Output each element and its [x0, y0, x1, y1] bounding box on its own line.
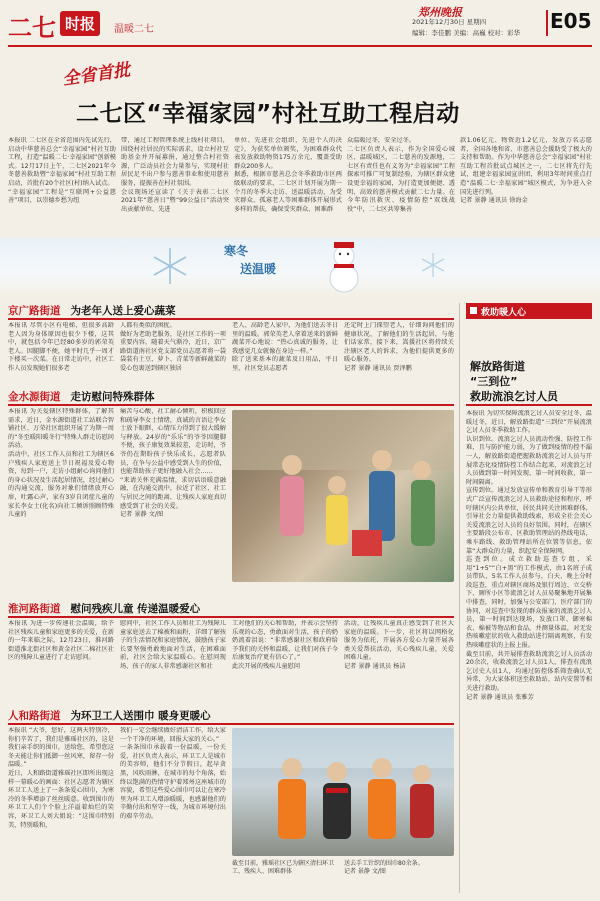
- street-name: 淮河路街道: [8, 603, 61, 615]
- article-title: 慰问残疾儿童 传递温暖爱心: [70, 603, 201, 615]
- article-title: 为环卫工人送围巾 暖身更暖心: [70, 710, 211, 722]
- lead-article-col-3: 单位、先进社会组织、先进个人的决定》，为获奖单位颁奖，为困难群众代表发放救助物资175万余元，覆盖受助群众200多人。 据悉，根据市慈善总会冬季救助市区两级联动的要求，二七区计划开展为期一个月的冬季大走访、送温暖活动，为受灾群众、孤寡老人等困难群体开展形式多样的帮扶，确保受灾群众、困难群: [234, 137, 342, 213]
- lead-article-col-5: 款1.06亿元、物资近1.2亿元，发放万名志愿者，全国各地和省、市慈善总会援助受了极大的支持和帮助。作为中华慈善总会“幸福家园”村社互助工程首批试点城区之一，二七区将先行先试，组建幸福家园宣讲团，利用3年时间重点打造“温暖二七·幸福家园”城区模式，为争进入全国先进行列。 记者 景静 通讯员 徐海金: [460, 137, 592, 205]
- renhe-col-1: 本报讯 “大爷，您好，这两天特别冷，你们辛苦了，我们是雅瑶社区的，这是我们亲手织的围巾，送给您，希望您这冬天能让你们抵御一丝风寒，留存一份温暖。” 近日，人和路街道雅瑶社区即所出现这样一幕暖心的画面：社区志愿者为辖区环卫工人送上了一条条爱心围巾，为寒冷的冬季增添了丝丝暖意。收到围巾的环卫工人们个个脸上洋溢着灿烂的笑容，环卫工人刘大姐说：“这围巾特别美，特别暖和，: [8, 727, 114, 829]
- page-number-rule: [546, 10, 548, 36]
- street-name: 京广路街道: [8, 305, 61, 317]
- section-rule: [8, 404, 454, 406]
- section-title-renhe: [8, 708, 211, 723]
- article-title: 为老年人送上爱心蔬菜: [70, 305, 176, 317]
- section-title-jinshuiyuan: [8, 389, 155, 404]
- jingguang-col-1: 本报讯 尽管小区有电梯，但很多高龄老人因为身体原因也很少下楼，这其中，就包括今年已经80多岁的郭荣英老人。因腿脚不便，她平时几乎一周才下楼买一次菜。在日常走访中，社区工作人员发现她们很多老: [8, 322, 114, 372]
- huaihe-col-2: 慰问中，社区工作人员和社工为残障儿童家庭送去了棉被和面粉，详细了解孩子的生活情况和家庭情况，鼓励孩子家长要坚强勇敢地面对生活，在困难面前，社区会给大家温暖心。在慰问现场，孩子的家人非常感谢社区和社: [120, 620, 226, 670]
- headline-title: 二七区“幸福家园”村社互助工程启动: [76, 101, 460, 127]
- date-line: 2021年12月30日 星期四: [412, 18, 487, 26]
- jinshuiyuan-col-1: 本报讯 为关爱辖区特殊群体，了解其需求，近日，金水源街道社工站联合智铺社区、万荣社区组织开展了为期一周的“冬至暖阳暖冬行”特殊人群走访慰问活动。 活动中，社区工作人员和社工为辖区6户残疾人家庭送上节日祝福及爱心物资，每到一户，走访小组耐心询问他们的身心状况及生活起居情况，经过耐心的沟通交流，服务对象们情绪放开心扉，吐露心声，家有3岁自闭症儿童的家长李女士(化名)向社工倾诉照顾特殊儿童的: [8, 408, 114, 519]
- right-street-name: 解放路街道: [470, 360, 525, 373]
- jingguang-col-4: 还定时上门探望老人，仔细询问他们的健康状况，了解他们的生活起居，与他们话家常，接下来，嵩援社区将持续关注辖区老人的诉求，为他们提供更多的暖心服务。 记者 景静 通讯员 贾泽鹏: [344, 322, 454, 372]
- lead-article-col-2: 带，通过工程管理系统上线村社项目，围绕村社居民的实际需求，设立村社互助基金并开展募捐，通过整合村社资源，广泛动员社会力量参与，实现村社居民足不出户参与慈善事业和使用慈善服务，提振善在村社氛围。 会议现场还宣读了《关于表彰二七区2021年“慈善日”暨“99公益日”活动突出贡献单位、先进: [121, 137, 229, 213]
- right-column-divider: [459, 303, 460, 893]
- right-section-body: 本报讯 为切实保障流浪乞讨人员安全过冬，温暖过冬，近日，解放路街道“三到位”开展流浪乞讨人员冬季救助工作。 认识到位。流浪乞讨人员流动性强、防控工作难，且与防护能力弱，为了做到疫情的控不漏一人，解放路街道把握救助流浪乞讨人员与开展常态化疫情防控工作结合起来，对流浪乞讨人员做到第一时间发现、第一时间收救、第一时间隔离。 宣传到位。通过发放宣传单和教育引导干等形式广泛宣传流浪乞讨人员救助途径和程序，呼吁辖区内公共单位，居民共同关注困难群体，引导社会力量提供救助线索，形成全社会关心关爱流浪乞讨人员的良好氛围。同时，在辖区主要路段公布市、区救助管理站的热线电话，乘车路线、救助管理站所在位置等信息，依靠“大群众的力量，织起安全保障网。 巡查到位。成立救助巡查专组，采用“1+5”“白+黑”的工作模式，由1名班子成员带队，5名工作人员参与，白天、晚上分时段巡查，重点对辖区商场及银行周边、立交桥下、厕所小区等流浪乞讨人员易聚集地开展集中排查，同时，加强与公安部门、医疗部门的协同，对巡查中发现的群众报案的流浪乞讨人员，第一时间到达现场，发放口罩、御寒棉衣、棉被等物品和食品，并测量体温，对无发热咳嗽症状的收入救助站进行隔离观察，有发热咳嗽症状的上报上报。 截至目前，共开展排查救助流浪乞讨人员活动20余次，收救流浪乞讨人员1人，排查有流浪乞讨史人员1人，均通过防控体系筛查确认无异常，为大家体积送至救助站，站内安置等相关进行救助。 记者 景静 通讯员 张雅芳: [466, 410, 592, 701]
- huaihe-col-4: 活动，让残疾儿童真正感受到了社区大家庭的温暖。下一步，社区将以网格化服务为依托，开展各方爱心力量开展各类关爱帮扶活动，关心残疾儿童，关爱困难儿童。 记者 景静 通讯员 杨洁: [344, 620, 454, 670]
- tag-icon: [470, 307, 477, 314]
- banner-line-1: 寒冬: [224, 244, 249, 258]
- renhe-caption: 截至目前，雅瑶社区已为辖区清扫环卫工、残疾人、困难群体: [232, 860, 335, 876]
- jingguang-col-2: 人都有类似的困扰。 做好为老助老服务，是社区工作的一项重要内容，随着天气渐冷，近日，京广路街道南社区党支部党员志愿者将一袋袋装有土豆、萝卜、青菜等新鲜蔬菜的爱心包裹送到辖区独居: [120, 322, 226, 372]
- section-badge: 时报: [60, 11, 100, 36]
- snowman-icon: [322, 240, 366, 294]
- section-title-jingguang: [8, 303, 176, 318]
- jingguang-col-3: 老人、高龄老人家中，为他们送去冬日里的温暖。郭荣英老人拿着送来的新鲜蔬菜开心地说：“热心真诚的服务，让我感觉几女就像在身边一样。” 除了送来基本的蔬菜及日用品，平日里，社区党员志愿者: [232, 322, 338, 372]
- renhe-caption-tail: 送去手工针织的围巾80余条。 记者 景静 文/图: [344, 860, 424, 876]
- banner-line-2: 送温暖: [240, 262, 277, 276]
- headline-kicker: 全省首批: [61, 60, 132, 90]
- section-rule: [8, 616, 454, 618]
- editors-line: 编辑：李佳鹏 美编：高巍 校对：彩华: [412, 29, 521, 37]
- workers-illustration: [232, 728, 454, 856]
- sanitation-workers-photo: [232, 728, 454, 856]
- section-rule: [8, 723, 454, 725]
- section-title-huaihe: [8, 601, 200, 616]
- volunteers-visit-photo: [232, 410, 454, 582]
- tag-label: 救助暖人心: [481, 308, 527, 318]
- masthead: [0, 0, 600, 58]
- winter-banner: [0, 238, 600, 296]
- snowflake-icon: [420, 252, 446, 278]
- article-title: 走访慰问特殊群体: [70, 391, 155, 403]
- jinshuiyuan-col-2: 痛苦与心酸，社工耐心倾听，积极回应和疏导李女士情绪，真诚的言语让李女士放下眼眶，心情压力得到了很大缓解与释放。24岁的“乐乐”的爷爷因腿脚不便，孩子康复效果较差，走访时，爷爷仍在期盼孩子快乐成长，志愿者队员，在争与公益中感受到人生的价值，也能帮助孩子更好地融入社会…… “来请关怀充满温情，求切话语暖意融融，在沟通交流中，拉近了社区、社工与居民之间的距离，让残疾人家庭真切感受到了社会的关爱。 记者 景静 文/图: [120, 408, 226, 519]
- right-title-line-1: “三到位”: [470, 375, 518, 388]
- huaihe-col-1: 本报讯 为进一步传递社会温暖，给予社区残疾儿童和家庭更多的关爱，在新的一年来临之际，12月23日，淮河路街道淮北街社区和黄金社区二棉社区社区的残障儿童进行了走访慰问。: [8, 620, 114, 662]
- section-name: 二七: [8, 14, 56, 42]
- renhe-col-2: 我们一定会继续做好清洁工作，给大家一个干净的环境，回报大家的关心。” 一条条围巾承载着一份温暖，一份关爱，社区负责人表示，环卫工人是城市的美容师，他们不分节假日，起早贪黑，风吹雨淋，在城市的每个角落，始终以饱满的热情守护着郑州这座城市的容貌，希望这些爱心围巾可以让在寒冷里为环卫工人增添暖暖，也感谢他们的辛勤付出和坚守一线，为城市环境付出的艰辛劳动。: [120, 727, 226, 820]
- masthead-rule: [8, 45, 592, 47]
- people-illustration: [232, 410, 454, 582]
- section-rule: [466, 404, 592, 406]
- lead-article-col-4: 众温暖过冬，安全过冬。 二七区负责人表示，作为全国爱心城区、温暖城区，二七慈善的发源地，二七区有责任也有义务为“幸福家园”工程探索可推广可复制经验，为辖区群众建设更幸福的家园，为打造更加便捷、透明、高效的慈善模式贡献二七力量。在今年防汛救灾、疫情防控“双线战役”中，二七区共筹集善: [347, 137, 455, 213]
- street-name: 金水源街道: [8, 391, 61, 403]
- section-rule: [8, 318, 454, 320]
- huaihe-col-3: 工对他们的关心和帮助，并表示会坚持乐观的心态，勇敢面对生活，孩子的奶奶流着泪说：“非常感谢社区和政府给予我们的关怀和温暖，让我们对孩子今后康复治疗更有信心了。” 此次开展的残疾儿童慰问: [232, 620, 338, 670]
- street-name: 人和路街道: [8, 710, 61, 722]
- page-number: E05: [550, 9, 592, 33]
- section-sub: 温暖二七: [114, 24, 154, 35]
- lead-article-col-1: 本报讯 二七区在全省范围内先试先行，启动中华慈善总会“幸福家园”村社互助工程，打造“温暖二七·幸福家园”创新模式。12月17日上午，二七区2021年今冬慈善救助暨“幸福家园”村社互助工程启动，首批有20个社区(村)纳入试点。 “幸福家园”工程是“互联网+公益慈善”项目，以崇德乡愁为纽: [8, 137, 116, 205]
- right-title-line-2: 救助流浪乞讨人员: [470, 390, 558, 403]
- snowflake-icon: [150, 246, 190, 286]
- right-section-tag: [466, 303, 592, 319]
- paper-logo: 郑州晚报: [418, 6, 462, 19]
